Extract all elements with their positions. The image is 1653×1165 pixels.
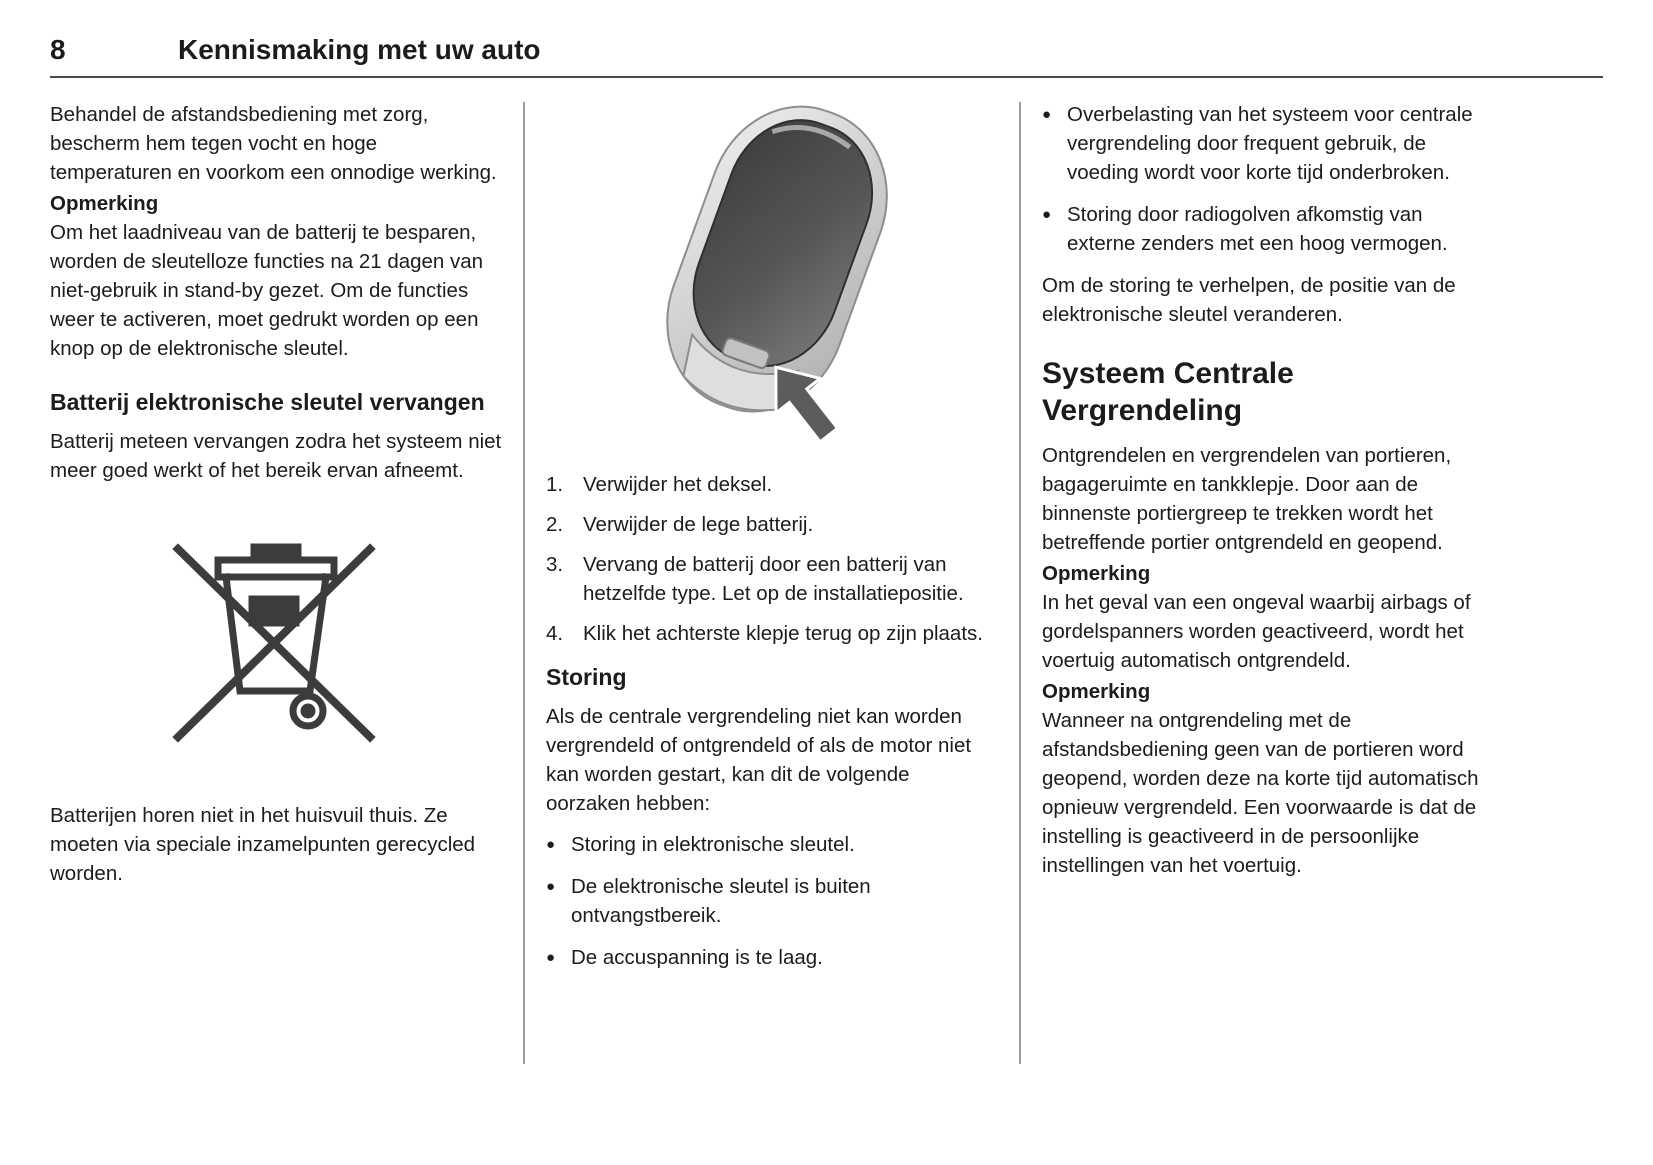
paragraph-airbag-unlock: In het geval van een ongeval waarbij airbags of gordelspanners worden geactiveerd, wordt het voertuig automatisch ontgrendeld. — [1042, 591, 1471, 672]
list-item — [1042, 200, 1494, 258]
section-heading-storing: Storing — [546, 664, 627, 690]
note-label: Opmerking — [1042, 562, 1151, 585]
step-item — [546, 550, 998, 608]
key-fob-graphic — [607, 100, 937, 450]
list-item — [546, 872, 998, 930]
step-number: 1. — [546, 473, 564, 496]
list-item — [1042, 100, 1494, 187]
step-text: Vervang de batterij door een batterij van hetzelfde type. Let op de installatiepositie. — [583, 553, 964, 605]
list-item-text: Storing in elektronische sleutel. — [571, 833, 855, 856]
column-divider — [1019, 102, 1021, 1064]
section-heading-battery-replace: Batterij elektronische sleutel vervangen — [50, 389, 485, 415]
step-number: 4. — [546, 622, 564, 645]
bullet-icon: ● — [546, 878, 556, 895]
step-item — [546, 510, 998, 539]
column-divider — [523, 102, 525, 1064]
note-label: Opmerking — [50, 192, 159, 215]
paragraph-battery-replace: Batterij meteen vervangen zodra het systeem niet meer goed werkt of het bereik ervan afneemt. — [50, 430, 502, 482]
weee-symbol-graphic — [162, 533, 390, 751]
content-columns — [50, 100, 1603, 1064]
column-middle — [546, 100, 998, 1064]
paragraph-battery-recycle: Batterijen horen niet in het huisvuil thuis. Ze moeten via speciale inzamelpunten gerecycled worden. — [50, 804, 476, 885]
step-number: 3. — [546, 553, 564, 576]
step-text: Verwijder het deksel. — [583, 473, 773, 496]
electronic-key-illustration — [546, 100, 998, 452]
paragraph-battery-standby: Om het laadniveau van de batterij te besparen, worden de sleutelloze functies na 21 dagen van niet-gebruik in stand-by gezet. Om de functies weer te activeren, moet gedrukt worden op een knop op de elektronische sleutel. — [50, 221, 484, 360]
column-left — [50, 100, 502, 1064]
bullet-icon: ● — [1042, 106, 1052, 123]
list-item-text: De accuspanning is te laag. — [571, 946, 823, 969]
paragraph-remote-care: Behandel de afstandsbediening met zorg, bescherm hem tegen vocht en hoge temperaturen en voorkom een onnodige werking. — [50, 103, 497, 184]
paragraph-storing-fix: Om de storing te verhelpen, de positie van de elektronische sleutel veranderen. — [1042, 274, 1456, 326]
list-item-text: De elektronische sleutel is buiten ontvangstbereik. — [571, 875, 871, 927]
bullet-icon: ● — [546, 836, 556, 853]
paragraph-relock: Wanneer na ontgrendeling met de afstandsbediening geen van de portieren word geopend, worden deze na korte tijd automatisch opnieuw vergrendeld. Een voorwaarde is dat de instelling is geactiveerd in de persoonlijke instellingen van het voertuig. — [1042, 709, 1479, 877]
page-number: 8 — [50, 34, 66, 65]
step-text: Verwijder de lege batterij. — [583, 513, 814, 536]
list-item — [546, 830, 998, 859]
step-item — [546, 470, 998, 499]
note-label: Opmerking — [1042, 680, 1151, 703]
paragraph-storing-intro: Als de centrale vergrendeling niet kan worden vergrendeld of ontgrendeld of als de motor niet kan worden gestart, kan dit de volgende oorzaken hebben: — [546, 705, 972, 815]
column-right — [1042, 100, 1494, 1064]
list-item-text: Storing door radiogolven afkomstig van externe zenders met een hoog vermogen. — [1067, 203, 1448, 255]
crossed-out-wheeled-bin-icon — [50, 533, 502, 751]
list-item — [546, 943, 998, 972]
page-title: Kennismaking met uw auto — [178, 34, 541, 65]
paragraph-central-locking: Ontgrendelen en vergrendelen van portieren, bagageruimte en tankklepje. Door aan de binnenste portiergreep te trekken wordt het betreffende portier ontgrendeld en geopend. — [1042, 444, 1452, 554]
list-item-text: Overbelasting van het systeem voor centrale vergrendeling door frequent gebruik, de voeding wordt voor korte tijd onderbroken. — [1067, 103, 1473, 184]
battery-replace-steps — [546, 470, 998, 648]
bullet-icon: ● — [1042, 206, 1052, 223]
storing-causes-continued-list — [1042, 100, 1494, 258]
bullet-icon: ● — [546, 949, 556, 966]
step-text: Klik het achterste klepje terug op zijn plaats. — [583, 622, 983, 645]
page-header — [50, 34, 1603, 78]
section-heading-central-locking: Systeem Centrale Vergrendeling — [1042, 357, 1294, 427]
step-item — [546, 619, 998, 648]
step-number: 2. — [546, 513, 564, 536]
storing-causes-list — [546, 830, 998, 972]
